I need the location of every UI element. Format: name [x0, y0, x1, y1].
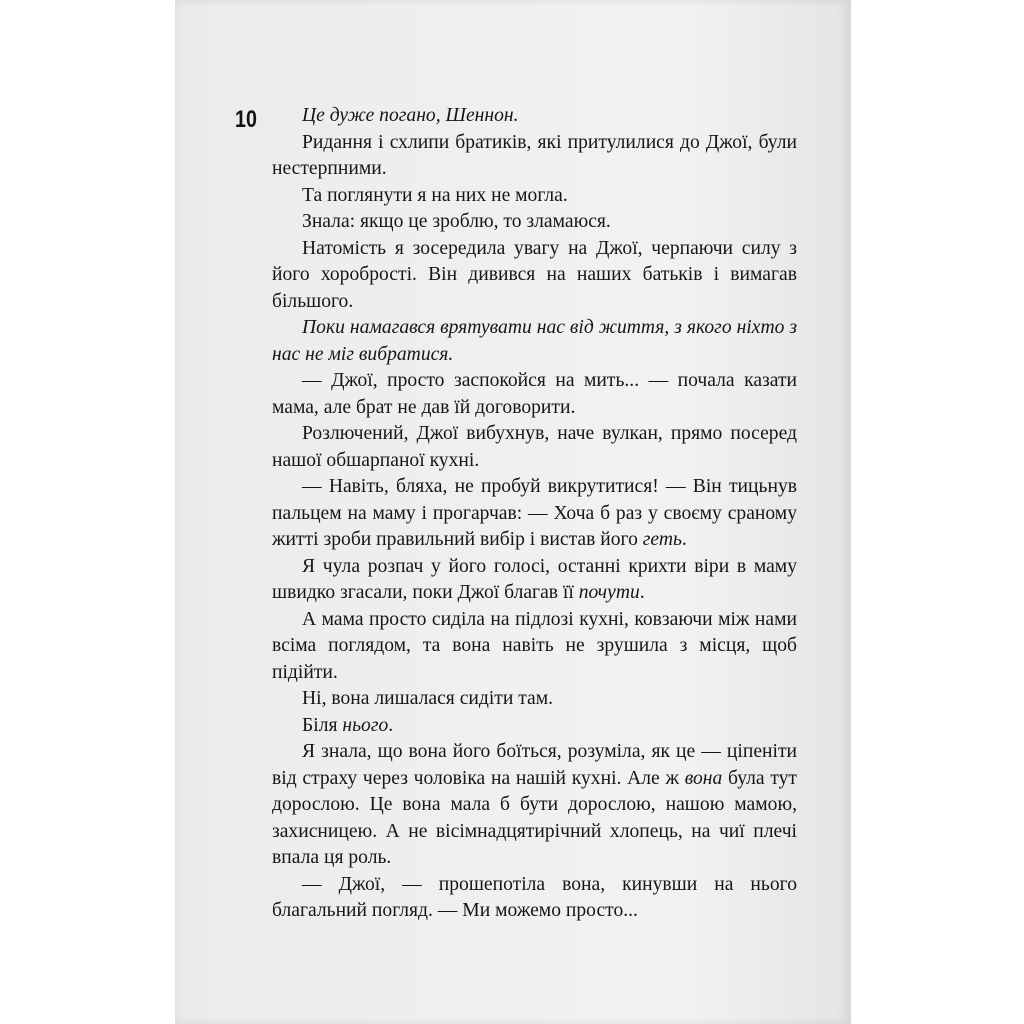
italic-text: Поки намагався врятувати нас від життя, з якого ніхто з нас не міг вибратися. — [272, 317, 797, 365]
text-run: Та поглянути я на них не могла. — [302, 184, 568, 206]
text-run: . — [681, 529, 687, 550]
page-number: 10 — [235, 106, 257, 133]
text-run: — Навіть, бляха, не пробуй викрутитися! — Він тицьнув пальцем на маму і прогарчав: — Хоча б раз у своєму сраному житті зроби правильний вибір і вистав його — [272, 476, 797, 550]
paragraph — [272, 183, 797, 210]
text-run: . — [639, 582, 645, 603]
italic-text: геть — [642, 529, 682, 550]
paragraph — [272, 713, 797, 740]
paragraph — [272, 209, 797, 236]
italic-text: почути — [578, 582, 640, 603]
paragraph — [272, 686, 797, 713]
text-run: Я знала, що вона його боїться, розуміла, як це — ціпеніти від страху через чоловіка на нашій кухні. Але ж — [272, 741, 797, 789]
text-run: Ні, вона лишалася сидіти там. — [302, 688, 554, 709]
paragraph — [272, 474, 797, 554]
italic-text: нього — [342, 714, 389, 736]
paragraph — [272, 739, 797, 872]
paragraph — [272, 421, 797, 474]
text-run: — Джої, — прошепотіла вона, кинувши на нього благальний погляд. — Ми можемо просто... — [272, 873, 797, 921]
paragraph — [272, 130, 797, 183]
paragraph — [272, 554, 797, 607]
paragraph — [272, 315, 797, 368]
text-run: Біля — [302, 714, 343, 736]
text-run: Знала: якщо це зроблю, то зламаюся. — [302, 211, 611, 232]
text-run: Я чула розпач у його голосі, останні крихти віри в маму швидко згасали, поки Джої благав її — [272, 555, 797, 603]
text-run: Натомість я зосередила увагу на Джої, черпаючи силу з його хоробрості. Він дивився на наших батьків і вимагав більшого. — [272, 237, 797, 312]
paragraph — [272, 236, 797, 316]
paragraph — [272, 872, 797, 925]
text-run: була тут дорослою. Це вона мала б бути дорослою, нашою мамою, захисницею. А не вісімнадцятирічний хлопець, на чиї плечі впала ця роль. — [272, 767, 797, 868]
italic-text: Це дуже погано, Шеннон. — [302, 105, 519, 126]
paragraph — [272, 103, 797, 130]
paragraph — [272, 368, 797, 421]
paragraph — [272, 607, 797, 687]
text-run: — Джої, просто заспокойся на мить... — почала казати мама, але брат не дав їй договорити. — [272, 370, 797, 418]
italic-text: вона — [684, 767, 723, 789]
text-run: . — [388, 714, 394, 736]
text-run: Ридання і схлипи братиків, які притулилися до Джої, були нестерпними. — [272, 131, 797, 179]
text-run: Розлючений, Джої вибухнув, наче вулкан, прямо посеред нашої обшарпаної кухні. — [272, 423, 797, 471]
text-run: А мама просто сиділа на підлозі кухні, ковзаючи між нами всіма поглядом, та вона навіть не зрушила з місця, щоб підійти. — [272, 608, 797, 683]
body-text — [272, 103, 797, 925]
